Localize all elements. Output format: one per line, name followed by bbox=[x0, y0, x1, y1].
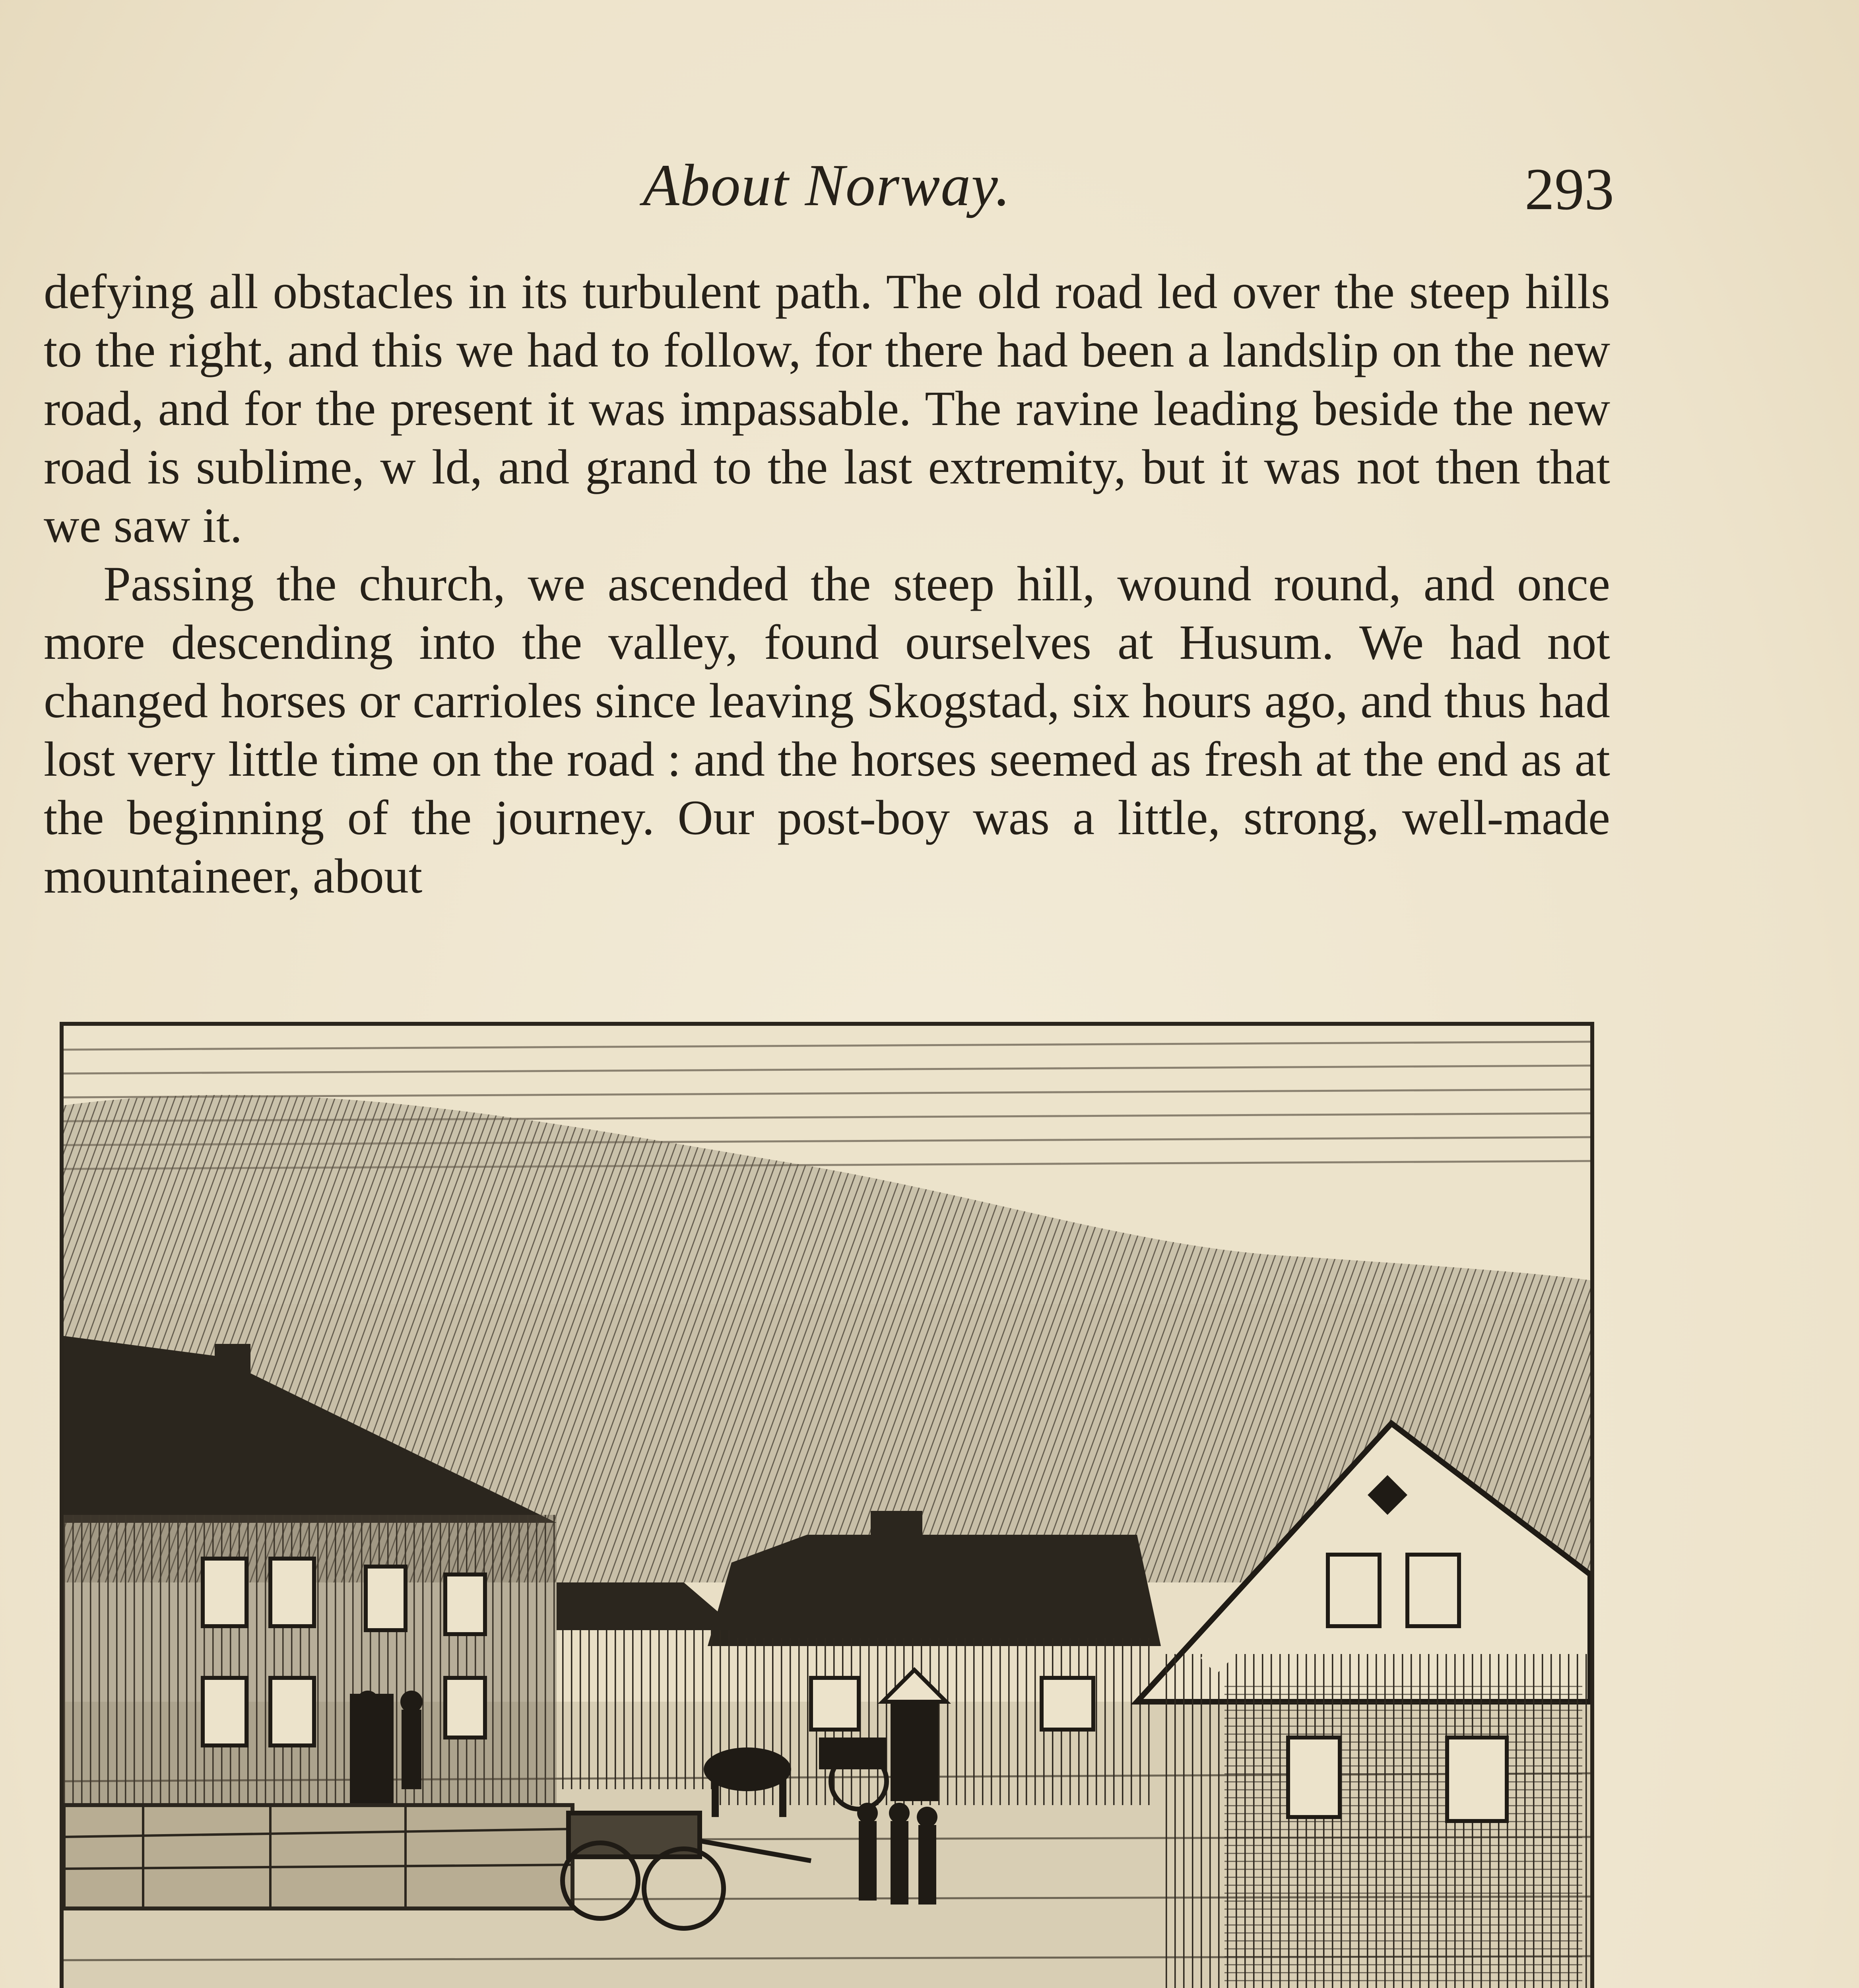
paragraph: Passing the church, we ascended the steep hill, wound round, and once more descending into the valley, found ourselves at Husum. We had not changed horses or carrioles since leaving Skogstad, six hours ago, and thus had lost very little time on the road : and the horses seemed as fresh at the end as at the beginning of the journey. Our post-boy was a little, strong, well-made mountaineer, about bbox=[44, 557, 1610, 903]
engraving-illustration bbox=[64, 1026, 1590, 1988]
running-title: About Norway. bbox=[642, 152, 1011, 218]
body-text-top bbox=[44, 262, 1610, 905]
stone-wall bbox=[64, 1805, 572, 1908]
page-number: 293 bbox=[1525, 156, 1614, 222]
page-header bbox=[40, 151, 1614, 231]
paragraph: defying all obstacles in its turbulent path. The old road led over the steep hills to the right, and this we had to follow, for there had been a landslip on the new road, and for the present it was impassable. The ravine leading beside the new road is sublime, w ld, and grand to the last extremity, but it was not then that we saw it. bbox=[44, 264, 1610, 553]
engraving-husum bbox=[60, 1022, 1594, 1988]
